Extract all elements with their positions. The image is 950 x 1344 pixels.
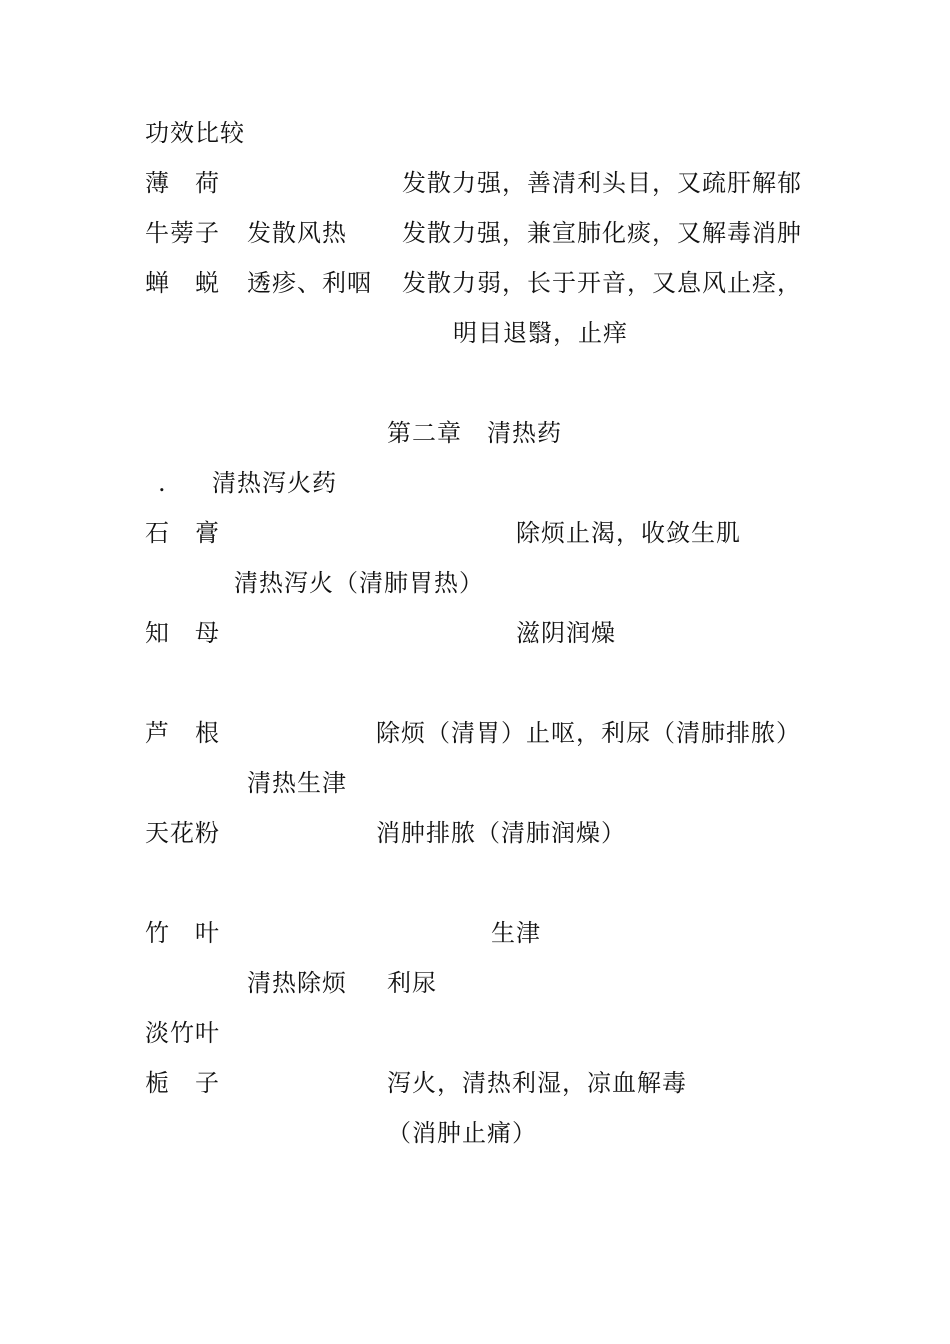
herb-name-zhimu: 知 母 (145, 619, 220, 647)
section-title: 清热泻火药 (212, 469, 337, 497)
herb-effect-tianhuafen: 消肿排脓（清肺润燥） (376, 819, 626, 847)
herb-effect-zhimu: 滋阴润燥 (516, 619, 616, 647)
herb-effect-chantui-cont: 明目退翳，止痒 (453, 319, 628, 347)
herb-effect-zhizi: 泻火，清热利湿，凉血解毒 (387, 1069, 687, 1097)
herb-name-shigao: 石 膏 (145, 519, 220, 547)
shared-effect-qingreshengjin: 清热生津 (247, 769, 347, 797)
herb-effect-lugen: 除烦（清胃）止呕，利尿（清肺排脓） (376, 719, 801, 747)
herb-name-danzhuye: 淡竹叶 (145, 1019, 220, 1047)
herb-effect-shigao: 除烦止渴，收敛生肌 (516, 519, 741, 547)
chapter-title: 第二章 清热药 (387, 419, 562, 447)
herb-effect-bohe: 发散力强，善清利头目，又疏肝解郁 (402, 169, 802, 197)
herb-effect-chantui: 发散力弱，长于开音，又息风止痉， (402, 269, 802, 297)
shared-effect-qingrexiehuo: 清热泻火（清肺胃热） (234, 569, 484, 597)
herb-name-zhuye: 竹 叶 (145, 919, 220, 947)
herb-name-zhizi: 栀 子 (145, 1069, 220, 1097)
herb-name-tianhuafen: 天花粉 (145, 819, 220, 847)
herb-effect-zhuye: 生津 (491, 919, 541, 947)
section-marker: . (158, 469, 167, 497)
herb-name-niubangzi: 牛蒡子 (145, 219, 220, 247)
comparison-heading: 功效比较 (145, 119, 245, 147)
herb-effect-niubangzi: 发散力强，兼宣肺化痰，又解毒消肿 (402, 219, 802, 247)
herb-name-bohe: 薄 荷 (145, 169, 220, 197)
herb-name-chantui: 蝉 蜕 (145, 269, 220, 297)
herb-group-fasanfengre: 发散风热 (247, 219, 347, 247)
herb-name-lugen: 芦 根 (145, 719, 220, 747)
herb-effect-zhizi-cont: （消肿止痛） (387, 1119, 537, 1147)
shared-effect-liniao: 利尿 (387, 969, 437, 997)
shared-effect-qingrechufan: 清热除烦 (247, 969, 347, 997)
herb-group-touzhen: 透疹、利咽 (247, 269, 372, 297)
